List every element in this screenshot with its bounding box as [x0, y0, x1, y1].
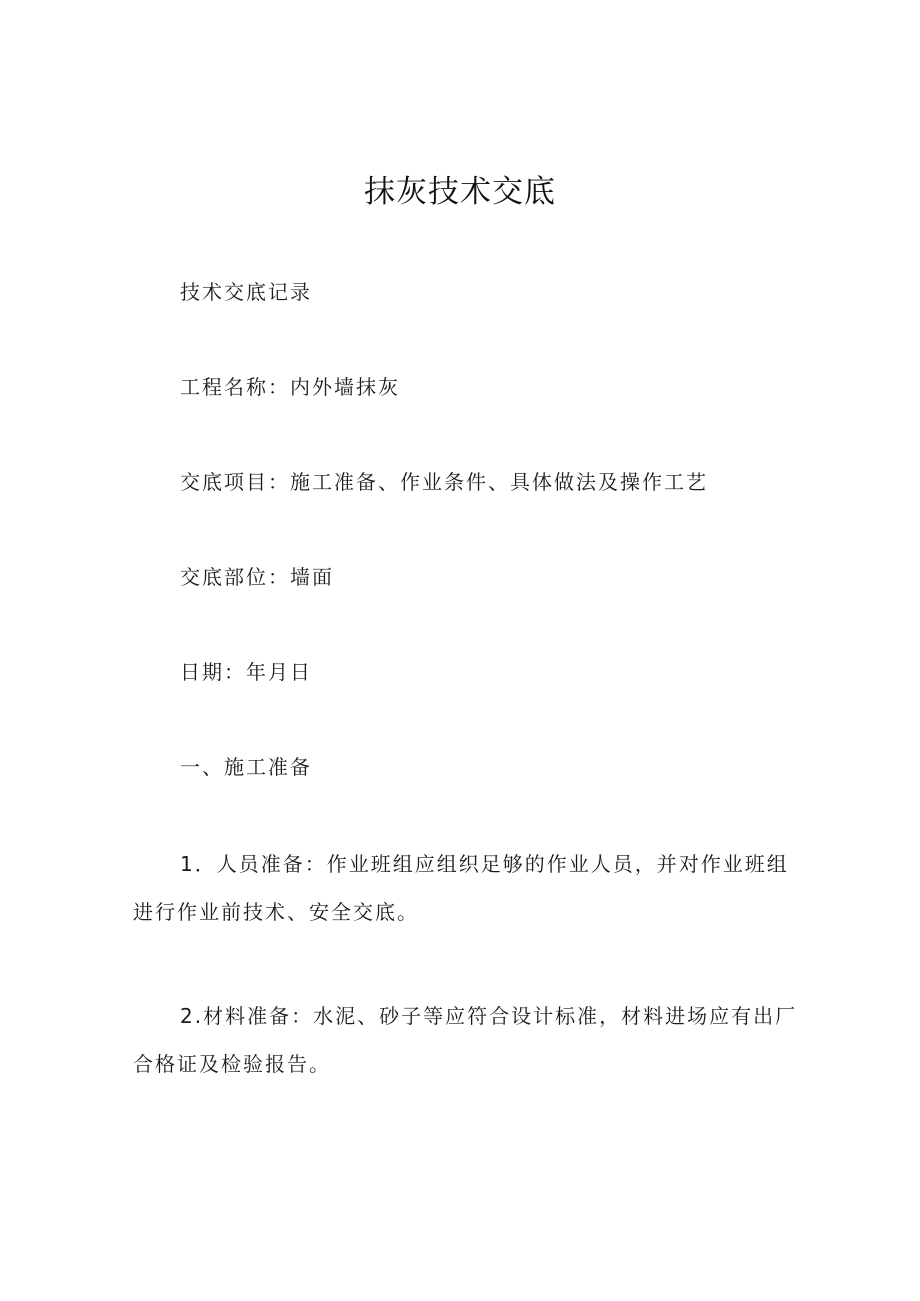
document-title: 抹灰技术交底 — [364, 174, 556, 210]
section-heading-preparation: 一、施工准备 — [180, 755, 312, 779]
project-name-line: 工程名称：内外墙抹灰 — [180, 375, 400, 399]
disclosure-location-line: 交底部位：墙面 — [180, 565, 334, 589]
paragraph-personnel-preparation — [133, 840, 793, 936]
paragraph-line: 进行作业前技术、安全交底。 — [133, 900, 419, 924]
disclosure-item-line: 交底项目：施工准备、作业条件、具体做法及操作工艺 — [180, 470, 708, 494]
date-line: 日期：年月日 — [180, 660, 312, 684]
paragraph-line: 合格证及检验报告。 — [133, 1052, 331, 1076]
paragraph-line: 1．人员准备：作业班组应组织足够的作业人员，并对作业班组 — [180, 852, 789, 876]
paragraph-line: 2.材料准备：水泥、砂子等应符合设计标准，材料进场应有出厂 — [180, 1004, 798, 1028]
record-label: 技术交底记录 — [180, 280, 312, 304]
paragraph-material-preparation — [133, 992, 798, 1088]
